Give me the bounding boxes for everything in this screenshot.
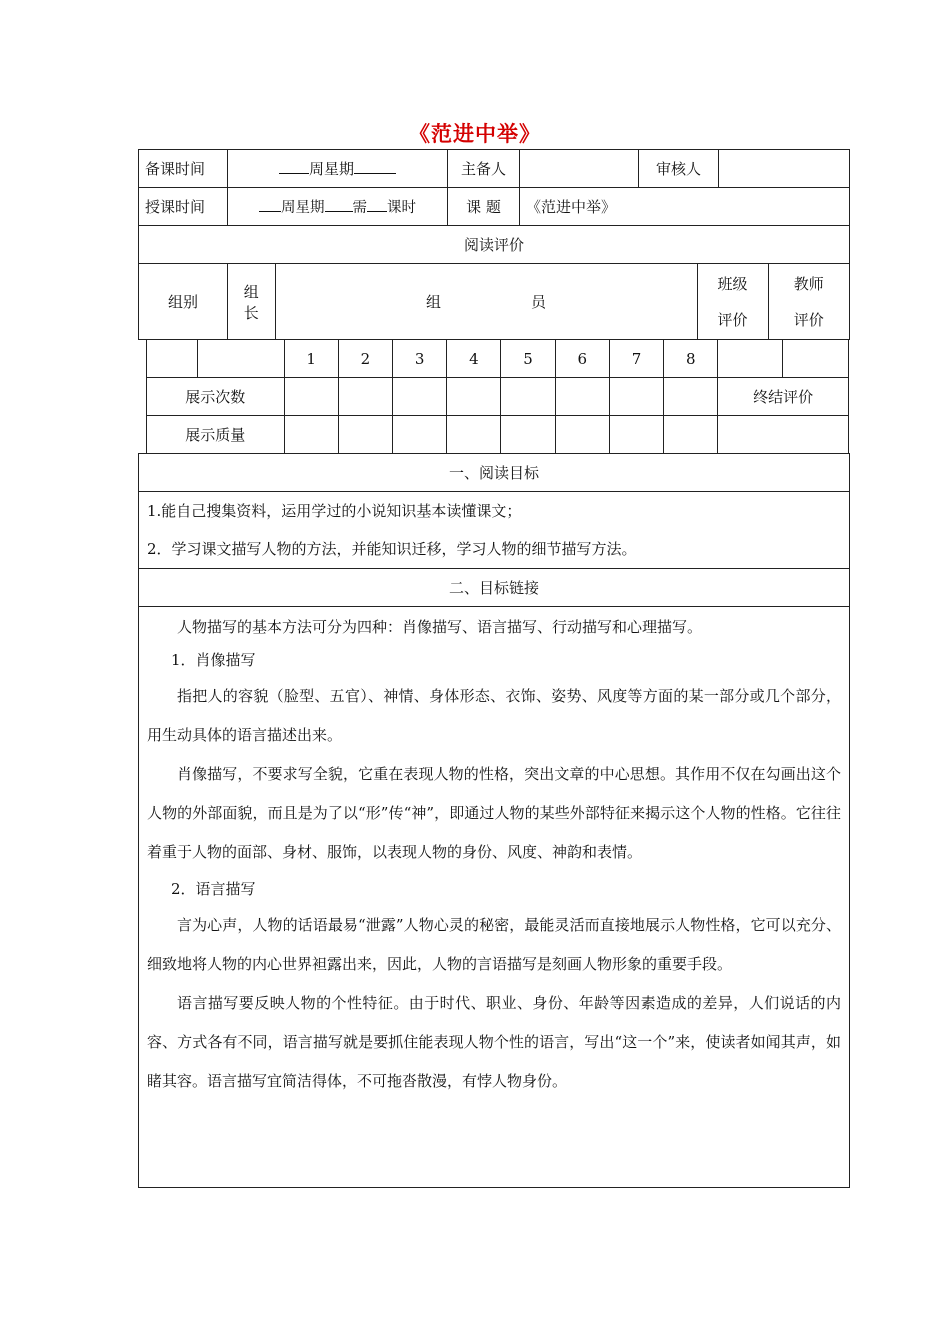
main-preparer-label: 主备人 bbox=[448, 150, 520, 188]
language-heading: 2．语言描写 bbox=[171, 880, 256, 898]
portrait-heading: 1．肖像描写 bbox=[171, 651, 256, 669]
reviewer-field[interactable] bbox=[719, 150, 850, 188]
teacher-evaluation-label: 教师 评价 bbox=[768, 264, 849, 339]
intro-paragraph: 人物描写的基本方法可分为四种：肖像描写、语言描写、行动描写和心理描写。 bbox=[177, 618, 703, 636]
page-title: 《范进中举》 bbox=[409, 121, 541, 146]
score-grid bbox=[146, 339, 849, 454]
score-cell[interactable] bbox=[284, 378, 338, 416]
score-cell[interactable] bbox=[447, 378, 501, 416]
score-cell[interactable] bbox=[393, 416, 447, 454]
reading-goals-title: 一、阅读目标 bbox=[139, 454, 850, 492]
goal-links-title: 二、目标链接 bbox=[139, 569, 850, 607]
portrait-paragraph-1: 指把人的容貌（脸型、五官）、神情、身体形态、衣饰、姿势、风度等方面的某一部分或几个部分，用生动具体的语言描述出来。 bbox=[147, 687, 841, 744]
grid-blank-cell[interactable] bbox=[147, 340, 198, 378]
grid-blank-cell[interactable] bbox=[198, 340, 284, 378]
member-number: 2 bbox=[338, 340, 392, 378]
score-cell[interactable] bbox=[555, 416, 609, 454]
member-number: 1 bbox=[284, 340, 338, 378]
score-cell[interactable] bbox=[609, 378, 663, 416]
topic-value: 《范进中举》 bbox=[520, 188, 850, 226]
member-number: 8 bbox=[664, 340, 718, 378]
score-cell[interactable] bbox=[447, 416, 501, 454]
main-preparer-field[interactable] bbox=[520, 150, 639, 188]
group-label: 组别 bbox=[139, 264, 228, 340]
member-number: 7 bbox=[609, 340, 663, 378]
content-table bbox=[138, 453, 850, 1188]
goal-links-content bbox=[139, 607, 850, 1188]
language-paragraph-2: 语言描写要反映人物的个性特征。由于时代、职业、身份、年龄等因素造成的差异，人们说话的内容、方式各有不同，语言描写就是要抓住能表现人物个性的语言，写出“这一个”来，使读者如闻其声，如睹其容。语言描写宜简洁得体，不可拖沓散漫，有悖人物身份。 bbox=[147, 994, 841, 1090]
topic-label: 课 题 bbox=[448, 188, 520, 226]
score-cell[interactable] bbox=[555, 378, 609, 416]
reading-evaluation-title: 阅读评价 bbox=[139, 226, 850, 264]
score-cell[interactable] bbox=[338, 378, 392, 416]
score-cell[interactable] bbox=[664, 416, 718, 454]
teach-time-field[interactable]: 周星期 需 课时 bbox=[228, 188, 448, 226]
prep-time-label: 备课时间 bbox=[139, 150, 228, 188]
member-number: 3 bbox=[393, 340, 447, 378]
class-evaluation-label: 班级 评价 bbox=[697, 264, 768, 339]
portrait-paragraph-2: 肖像描写，不要求写全貌，它重在表现人物的性格，突出文章的中心思想。其作用不仅在勾画出这个人物的外部面貌，而且是为了以“形”传“神”，即通过人物的某些外部特征来揭示这个人物的性格。它往往着重于人物的面部、身材、服饰，以表现人物的身份、风度、神韵和表情。 bbox=[147, 765, 841, 861]
member-number: 6 bbox=[555, 340, 609, 378]
class-eval-cell[interactable] bbox=[718, 340, 782, 378]
header-table bbox=[138, 149, 850, 340]
reading-goals-list bbox=[139, 492, 850, 569]
score-cell[interactable] bbox=[284, 416, 338, 454]
evaluation-header-inner bbox=[228, 264, 849, 339]
score-cell[interactable] bbox=[338, 416, 392, 454]
language-paragraph-1: 言为心声，人物的话语最易“泄露”人物心灵的秘密，最能灵活而直接地展示人物性格，它可以充分、细致地将人物的内心世界袒露出来，因此，人物的言语描写是刻画人物形象的重要手段。 bbox=[147, 916, 841, 973]
member-number: 4 bbox=[447, 340, 501, 378]
leader-label: 组 长 bbox=[228, 264, 275, 339]
goal-item: 2．学习课文描写人物的方法，并能知识迁移，学习人物的细节描写方法。 bbox=[147, 540, 637, 558]
show-quality-label: 展示质量 bbox=[147, 416, 285, 454]
show-count-label: 展示次数 bbox=[147, 378, 285, 416]
score-cell[interactable] bbox=[501, 378, 555, 416]
prep-time-field[interactable]: 周星期 bbox=[228, 150, 448, 188]
reviewer-label: 审核人 bbox=[639, 150, 719, 188]
member-number: 5 bbox=[501, 340, 555, 378]
score-cell[interactable] bbox=[393, 378, 447, 416]
score-cell[interactable] bbox=[501, 416, 555, 454]
members-label: 组 员 bbox=[275, 264, 697, 339]
final-evaluation-cell[interactable] bbox=[718, 416, 849, 454]
goal-item: 1.能自己搜集资料，运用学过的小说知识基本读懂课文； bbox=[147, 502, 522, 520]
teacher-eval-cell[interactable] bbox=[782, 340, 848, 378]
teach-time-label: 授课时间 bbox=[139, 188, 228, 226]
score-cell[interactable] bbox=[609, 416, 663, 454]
final-evaluation-label: 终结评价 bbox=[718, 378, 849, 416]
score-cell[interactable] bbox=[664, 378, 718, 416]
